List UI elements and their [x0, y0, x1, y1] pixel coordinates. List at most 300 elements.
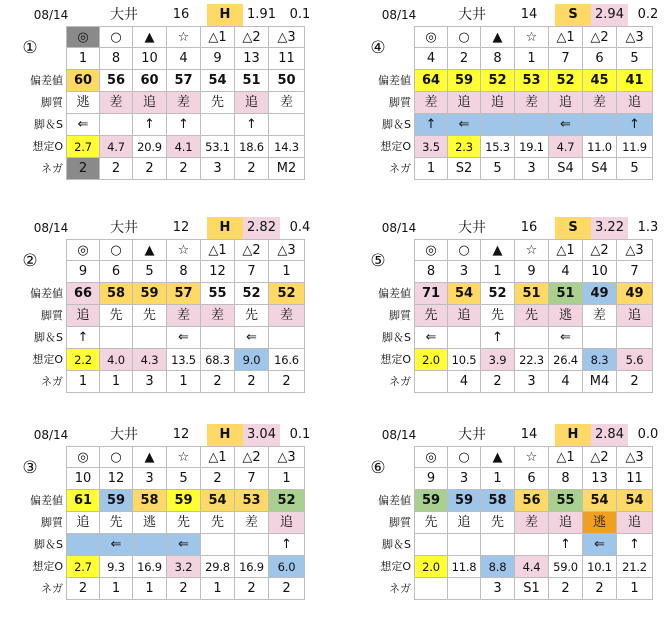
running-style-cell: 先	[167, 512, 201, 534]
deviation-cell: 50	[269, 70, 305, 92]
running-style-cell: 差	[583, 305, 617, 327]
expected-odds-cell: 68.3	[201, 349, 235, 371]
deviation-cell: 45	[583, 70, 617, 92]
runner-count: 16	[520, 220, 538, 235]
row-label: 偏差値	[30, 494, 63, 507]
nega-cell: 1	[133, 578, 167, 600]
expected-odds-cell: 2.7	[66, 136, 100, 158]
nega-cell: 2	[66, 578, 100, 600]
horse-number-cell: 1	[515, 48, 549, 70]
deviation-row	[354, 490, 671, 512]
race-panel	[354, 424, 671, 624]
expected-odds-cell: 2.0	[414, 556, 448, 578]
horse-number-cell: 10	[583, 261, 617, 283]
horse-number-cell: 13	[583, 468, 617, 490]
race-header	[6, 4, 328, 26]
mark-cell: ○	[448, 239, 481, 261]
nega-cell: M4	[583, 371, 617, 393]
expected-odds-cell: 19.1	[515, 136, 549, 158]
mark-cell: ▲	[133, 239, 167, 261]
running-style-cell: 先	[481, 512, 515, 534]
horse-number-cell: 9	[201, 48, 235, 70]
race-panel	[6, 217, 328, 417]
mark-cell: ◎	[66, 26, 100, 48]
running-style-cell: 先	[100, 305, 133, 327]
legs-cell	[515, 534, 549, 556]
mark-cell: ☆	[515, 446, 549, 468]
legs-cell: ⇐	[414, 327, 448, 349]
expected-odds-cell: 3.9	[481, 349, 515, 371]
legs-cell: ↑	[66, 327, 100, 349]
expected-odds-cell: 2.2	[66, 349, 100, 371]
race-index: ②	[22, 251, 38, 271]
race-venue: 大井	[110, 427, 138, 443]
deviation-cell: 52	[481, 70, 515, 92]
row-label: ネガ	[41, 582, 63, 595]
expected-odds-cell: 2.7	[66, 556, 100, 578]
race-date: 08/14	[33, 221, 69, 235]
horse-number-cell: 3	[448, 261, 481, 283]
deviation-cell: 52	[269, 283, 305, 305]
expected-odds-row	[354, 136, 671, 158]
nega-row	[6, 371, 328, 393]
expected-odds-cell: 29.8	[201, 556, 235, 578]
deviation-cell: 52	[549, 70, 583, 92]
horse-number-cell: 7	[549, 48, 583, 70]
running-style-cell: 逃	[133, 512, 167, 534]
nega-row	[6, 578, 328, 600]
horse-number-cell: 9	[515, 261, 549, 283]
mark-cell: △3	[617, 239, 653, 261]
deviation-row	[354, 70, 671, 92]
mark-cell: ☆	[167, 26, 201, 48]
deviation-cell: 59	[133, 283, 167, 305]
runner-count: 12	[172, 220, 190, 235]
deviation-cell: 59	[167, 490, 201, 512]
row-label: 想定O	[380, 560, 411, 573]
legs-cell: ↑	[269, 534, 305, 556]
mark-cell: ▲	[133, 26, 167, 48]
deviation-cell: 60	[133, 70, 167, 92]
legs-cell	[133, 534, 167, 556]
race-date: 08/14	[381, 8, 417, 22]
legs-row	[354, 114, 671, 136]
row-label: 偏差値	[30, 74, 63, 87]
mark-cell: △3	[269, 26, 305, 48]
running-style-cell: 先	[414, 305, 448, 327]
race-index: ④	[370, 38, 386, 58]
legs-row	[354, 327, 671, 349]
legs-cell	[235, 534, 269, 556]
mark-cell: ○	[100, 239, 133, 261]
deviation-cell: 58	[100, 283, 133, 305]
mark-cell: △2	[235, 239, 269, 261]
expected-odds-cell: 9.3	[100, 556, 133, 578]
expected-odds-cell: 14.3	[269, 136, 305, 158]
nega-cell	[448, 578, 481, 600]
mark-row	[354, 26, 671, 48]
mark-row	[6, 26, 328, 48]
mark-cell: ○	[100, 446, 133, 468]
mark-cell: ☆	[167, 446, 201, 468]
deviation-cell: 59	[448, 490, 481, 512]
legs-cell: ⇐	[549, 114, 583, 136]
horse-number-cell: 1	[269, 468, 305, 490]
running-style-cell: 追	[235, 92, 269, 114]
nega-cell: 2	[549, 578, 583, 600]
nega-cell: 2	[235, 158, 269, 180]
race-date: 08/14	[381, 428, 417, 442]
expected-odds-cell: 8.8	[481, 556, 515, 578]
horse-number-cell: 4	[414, 48, 448, 70]
row-label: ネガ	[389, 162, 411, 175]
race-header	[354, 424, 671, 446]
running-style-cell: 逃	[583, 512, 617, 534]
row-label: 脚＆S	[382, 118, 411, 131]
row-label: 脚質	[389, 516, 411, 529]
mark-row	[354, 239, 671, 261]
legs-cell	[66, 534, 100, 556]
horse-number-cell: 3	[448, 468, 481, 490]
horse-number-cell: 12	[100, 468, 133, 490]
deviation-cell: 54	[201, 70, 235, 92]
runner-count: 14	[520, 7, 538, 22]
deviation-cell: 55	[201, 283, 235, 305]
row-label: 脚質	[41, 309, 63, 322]
race-panel	[6, 424, 328, 624]
race-index-value: 0.1	[289, 427, 311, 442]
mark-cell: △1	[201, 26, 235, 48]
deviation-cell: 54	[617, 490, 653, 512]
running-style-cell: 追	[549, 512, 583, 534]
row-label: ネガ	[41, 375, 63, 388]
race-index: ⑤	[370, 251, 386, 271]
deviation-cell: 52	[481, 283, 515, 305]
deviation-cell: 52	[235, 283, 269, 305]
row-label: 偏差値	[378, 494, 411, 507]
horse-number-cell: 4	[167, 48, 201, 70]
expected-odds-cell: 2.0	[414, 349, 448, 371]
horse-number-cell: 6	[515, 468, 549, 490]
running-style-cell: 先	[414, 512, 448, 534]
deviation-cell: 59	[100, 490, 133, 512]
horse-number-row	[6, 468, 328, 490]
horse-number-cell: 11	[269, 48, 305, 70]
deviation-cell: 59	[414, 490, 448, 512]
race-panel	[6, 4, 328, 204]
mark-cell: △3	[617, 446, 653, 468]
deviation-cell: 54	[583, 490, 617, 512]
expected-odds-cell: 8.3	[583, 349, 617, 371]
running-style-row	[354, 305, 671, 327]
row-label: 脚質	[389, 309, 411, 322]
horse-number-cell: 7	[235, 261, 269, 283]
running-style-cell: 差	[235, 512, 269, 534]
legs-row	[6, 114, 328, 136]
legs-cell	[583, 114, 617, 136]
nega-cell: 1	[201, 578, 235, 600]
nega-cell: 2	[583, 578, 617, 600]
deviation-cell: 49	[583, 283, 617, 305]
race-index-value: 0.4	[289, 220, 311, 235]
mark-cell: △2	[583, 239, 617, 261]
race-grade: S	[555, 4, 591, 26]
expected-odds-cell: 3.2	[167, 556, 201, 578]
nega-cell: 2	[66, 158, 100, 180]
nega-cell: 2	[167, 578, 201, 600]
deviation-cell: 64	[414, 70, 448, 92]
row-label: 脚＆S	[382, 331, 411, 344]
legs-cell: ↑	[617, 534, 653, 556]
legs-cell	[269, 327, 305, 349]
row-label: 想定O	[32, 140, 63, 153]
horse-number-cell: 2	[448, 48, 481, 70]
race-date: 08/14	[381, 221, 417, 235]
expected-odds-cell: 16.9	[235, 556, 269, 578]
running-style-cell: 先	[201, 92, 235, 114]
nega-cell: 1	[617, 578, 653, 600]
mark-row	[354, 446, 671, 468]
running-style-cell: 追	[133, 92, 167, 114]
nega-cell: S1	[515, 578, 549, 600]
nega-cell: 2	[235, 371, 269, 393]
nega-cell: 3	[515, 371, 549, 393]
deviation-cell: 71	[414, 283, 448, 305]
running-style-cell: 逃	[549, 305, 583, 327]
horse-number-cell: 5	[133, 261, 167, 283]
row-label: 想定O	[380, 140, 411, 153]
race-index: ③	[22, 458, 38, 478]
expected-odds-cell: 13.5	[167, 349, 201, 371]
running-style-cell: 先	[235, 305, 269, 327]
legs-cell: ⇐	[100, 534, 133, 556]
running-style-row	[354, 512, 671, 534]
nega-cell: S4	[583, 158, 617, 180]
legs-cell	[100, 327, 133, 349]
running-style-cell: 追	[66, 512, 100, 534]
expected-odds-cell: 10.1	[583, 556, 617, 578]
nega-row	[354, 371, 671, 393]
mark-cell: △2	[583, 26, 617, 48]
favorite-odds: 3.22	[591, 217, 628, 239]
legs-cell	[414, 534, 448, 556]
nega-cell: 2	[167, 158, 201, 180]
legs-cell	[201, 534, 235, 556]
race-panel	[354, 217, 671, 417]
horse-number-row	[6, 261, 328, 283]
mark-cell: △1	[201, 239, 235, 261]
mark-cell: △1	[549, 239, 583, 261]
legs-row	[6, 534, 328, 556]
row-label: 脚＆S	[382, 538, 411, 551]
expected-odds-cell: 6.0	[269, 556, 305, 578]
row-label: 想定O	[32, 353, 63, 366]
deviation-cell: 54	[448, 283, 481, 305]
expected-odds-cell: 11.9	[617, 136, 653, 158]
legs-cell: ↑	[235, 114, 269, 136]
deviation-row	[6, 283, 328, 305]
legs-cell	[515, 327, 549, 349]
mark-cell: ☆	[167, 239, 201, 261]
mark-cell: ○	[100, 26, 133, 48]
legs-cell: ↑	[167, 114, 201, 136]
running-style-row	[354, 92, 671, 114]
row-label: 想定O	[380, 353, 411, 366]
expected-odds-cell: 4.0	[100, 349, 133, 371]
expected-odds-cell: 9.0	[235, 349, 269, 371]
mark-cell: ▲	[133, 446, 167, 468]
running-style-cell: 差	[515, 512, 549, 534]
mark-cell: △2	[583, 446, 617, 468]
row-label: ネガ	[41, 162, 63, 175]
row-label: ネガ	[389, 582, 411, 595]
running-style-cell: 差	[201, 305, 235, 327]
expected-odds-cell: 22.3	[515, 349, 549, 371]
nega-cell: 4	[448, 371, 481, 393]
running-style-cell: 差	[100, 92, 133, 114]
nega-cell: 1	[167, 371, 201, 393]
race-venue: 大井	[458, 427, 486, 443]
running-style-cell: 先	[133, 305, 167, 327]
mark-cell: ○	[448, 446, 481, 468]
mark-cell: △2	[235, 446, 269, 468]
expected-odds-cell: 21.2	[617, 556, 653, 578]
mark-cell: ☆	[515, 239, 549, 261]
mark-cell: ▲	[481, 446, 515, 468]
legs-cell	[481, 114, 515, 136]
horse-number-cell: 1	[269, 261, 305, 283]
nega-cell: 3	[201, 158, 235, 180]
deviation-cell: 61	[66, 490, 100, 512]
horse-number-row	[354, 48, 671, 70]
horse-number-cell: 8	[414, 261, 448, 283]
deviation-cell: 60	[66, 70, 100, 92]
nega-cell: 5	[481, 158, 515, 180]
expected-odds-cell: 2.3	[448, 136, 481, 158]
nega-cell: M2	[269, 158, 305, 180]
horse-number-cell: 3	[133, 468, 167, 490]
mark-cell: △2	[235, 26, 269, 48]
running-style-cell: 追	[269, 512, 305, 534]
legs-cell	[269, 114, 305, 136]
mark-cell: ☆	[515, 26, 549, 48]
row-label: 脚質	[41, 96, 63, 109]
legs-row	[354, 534, 671, 556]
nega-cell: 2	[201, 371, 235, 393]
mark-row	[6, 446, 328, 468]
race-index-value: 0.2	[637, 7, 659, 22]
nega-cell: 2	[133, 158, 167, 180]
deviation-cell: 53	[235, 490, 269, 512]
race-header	[354, 4, 671, 26]
row-label: 偏差値	[378, 287, 411, 300]
race-venue: 大井	[110, 220, 138, 236]
race-venue: 大井	[458, 7, 486, 23]
expected-odds-cell: 10.5	[448, 349, 481, 371]
running-style-cell: 追	[448, 512, 481, 534]
race-venue: 大井	[110, 7, 138, 23]
deviation-row	[354, 283, 671, 305]
deviation-cell: 56	[100, 70, 133, 92]
runner-count: 14	[520, 427, 538, 442]
expected-odds-cell: 16.9	[133, 556, 167, 578]
running-style-cell: 追	[448, 92, 481, 114]
race-grade: S	[555, 217, 591, 239]
running-style-cell: 差	[269, 305, 305, 327]
legs-cell: ⇐	[549, 327, 583, 349]
horse-number-cell: 2	[201, 468, 235, 490]
legs-cell	[133, 327, 167, 349]
race-index: ⑥	[370, 458, 386, 478]
running-style-cell: 先	[515, 305, 549, 327]
expected-odds-row	[6, 556, 328, 578]
running-style-cell: 先	[481, 305, 515, 327]
nega-cell: 3	[481, 578, 515, 600]
legs-cell: ↑	[617, 114, 653, 136]
row-label: 脚＆S	[34, 118, 63, 131]
mark-cell: ◎	[66, 446, 100, 468]
nega-cell: 2	[617, 371, 653, 393]
horse-number-cell: 10	[133, 48, 167, 70]
mark-cell: ▲	[481, 239, 515, 261]
expected-odds-cell: 4.7	[100, 136, 133, 158]
row-label: 脚質	[389, 96, 411, 109]
running-style-cell: 先	[100, 512, 133, 534]
running-style-cell: 差	[583, 92, 617, 114]
horse-number-cell: 1	[481, 261, 515, 283]
legs-cell: ⇐	[448, 114, 481, 136]
legs-cell: ⇐	[66, 114, 100, 136]
expected-odds-cell: 15.3	[481, 136, 515, 158]
horse-number-row	[6, 48, 328, 70]
nega-cell: 1	[100, 578, 133, 600]
expected-odds-cell: 59.0	[549, 556, 583, 578]
horse-number-cell: 9	[66, 261, 100, 283]
deviation-cell: 58	[481, 490, 515, 512]
horse-number-cell: 5	[617, 48, 653, 70]
nega-cell	[414, 371, 448, 393]
deviation-cell: 56	[515, 490, 549, 512]
legs-cell: ⇐	[167, 534, 201, 556]
nega-cell	[414, 578, 448, 600]
horse-number-cell: 1	[481, 468, 515, 490]
deviation-cell: 55	[549, 490, 583, 512]
legs-cell	[481, 534, 515, 556]
nega-cell: 1	[100, 371, 133, 393]
running-style-cell: 追	[481, 92, 515, 114]
horse-number-cell: 4	[549, 261, 583, 283]
race-index-value: 0.0	[637, 427, 659, 442]
race-venue: 大井	[458, 220, 486, 236]
mark-cell: ◎	[414, 26, 448, 48]
legs-cell	[100, 114, 133, 136]
mark-cell: △3	[269, 239, 305, 261]
expected-odds-cell: 4.3	[133, 349, 167, 371]
deviation-cell: 49	[617, 283, 653, 305]
expected-odds-cell: 53.1	[201, 136, 235, 158]
horse-number-cell: 5	[167, 468, 201, 490]
running-style-cell: 差	[269, 92, 305, 114]
expected-odds-cell: 4.1	[167, 136, 201, 158]
running-style-row	[6, 512, 328, 534]
deviation-cell: 52	[269, 490, 305, 512]
expected-odds-row	[354, 349, 671, 371]
expected-odds-cell: 4.4	[515, 556, 549, 578]
running-style-cell: 追	[66, 305, 100, 327]
legs-cell: ↑	[481, 327, 515, 349]
mark-cell: △1	[549, 446, 583, 468]
mark-cell: ◎	[66, 239, 100, 261]
